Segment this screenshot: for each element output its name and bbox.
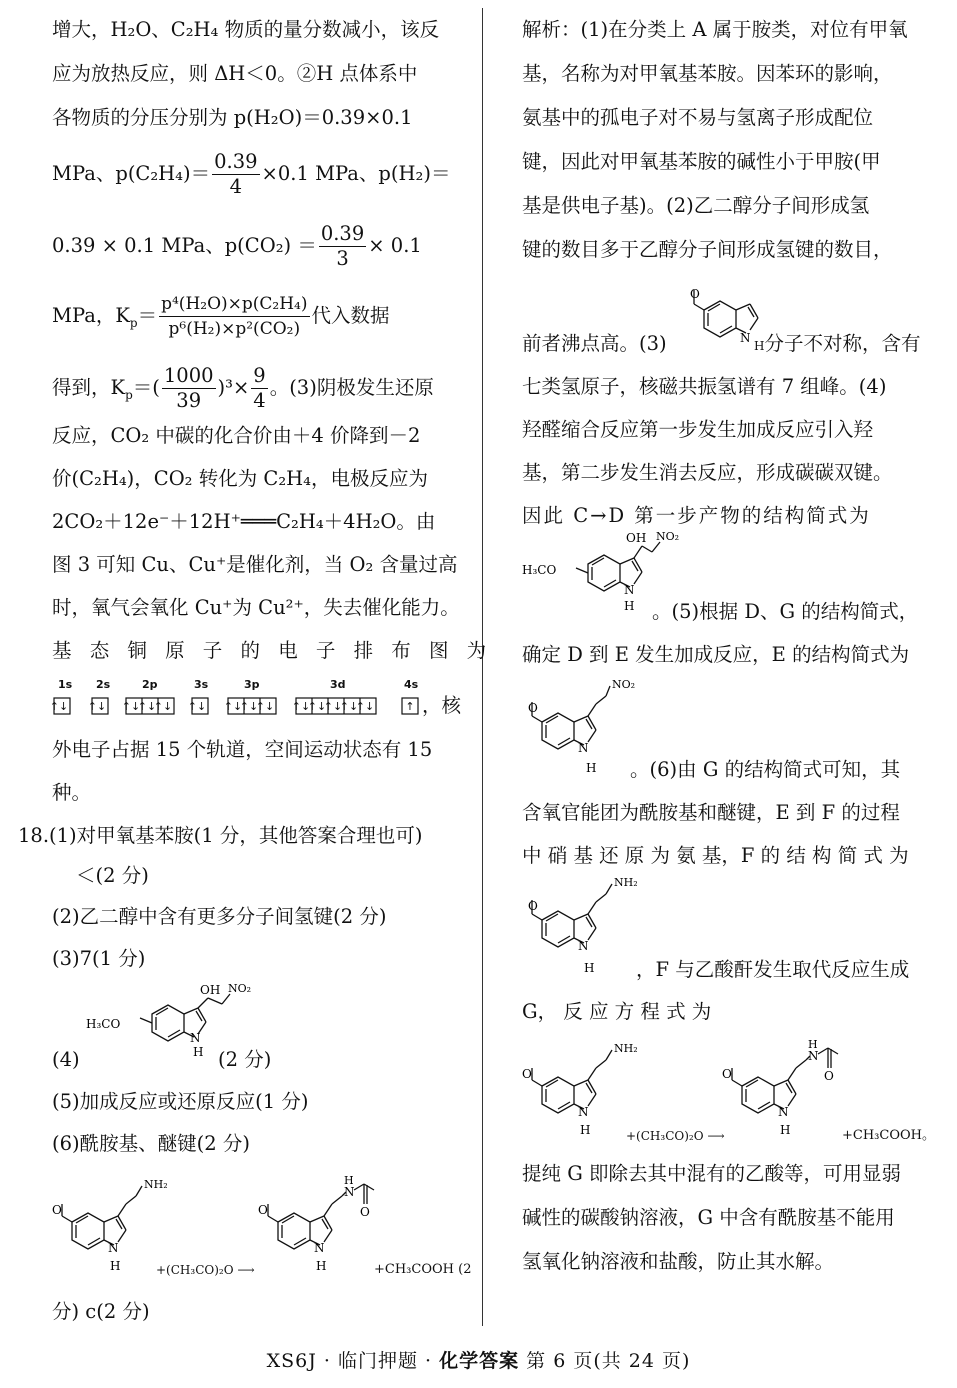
page-footer: XS6J · 临门押题 · 化学答案 第 6 页(共 24 页) — [266, 1350, 691, 1372]
svg-text:↑↓: ↑↓ — [355, 700, 375, 713]
orbital-label: 3p — [244, 678, 260, 691]
text-line: 种。 — [52, 781, 92, 804]
orbital-label: 2p — [142, 678, 158, 691]
text-line: 提纯 G 即除去其中混有的乙酸等，可用显弱 — [522, 1162, 901, 1185]
orbital-label: 3d — [330, 678, 346, 691]
no2-label: NO₂ — [228, 982, 252, 995]
text-line: 外电子占据 15 个轨道，空间运动状态有 15 — [52, 738, 433, 761]
svg-text:H: H — [316, 1259, 327, 1273]
text-line: ，核 — [422, 694, 462, 717]
text-line: H分子不对称，含有 — [754, 332, 921, 355]
text-line: 。(6)由 G 的结构简式可知，其 — [630, 758, 901, 781]
svg-text:O: O — [722, 1067, 732, 1081]
product-label: +CH₃COOH。 — [842, 1128, 935, 1143]
svg-text:NH₂: NH₂ — [144, 1178, 168, 1191]
svg-text:N: N — [578, 741, 589, 755]
answer-4-score: (2 分) — [218, 1048, 272, 1071]
svg-text:H: H — [586, 761, 597, 775]
fraction: $\frac{9}{4}$ — [253, 364, 266, 412]
svg-text:↑↓: ↑↓ — [49, 700, 69, 713]
formula-line: MPa，$K_p=$ $\frac{\text{p⁴(H₂O)×p(C₂H₄)}}{\text{p⁶(H₂)×p²(CO₂)}}$ 代入数据 — [52, 294, 390, 339]
text-line: 基，名称为对甲氧基苯胺。因苯环的影响， — [522, 62, 893, 85]
answer-2: (2)乙二醇中含有更多分子间氢键(2 分) — [52, 905, 387, 928]
svg-text:NO₂: NO₂ — [656, 530, 680, 543]
svg-text:↑↓: ↑↓ — [339, 700, 359, 713]
answer-4-label: (4) — [52, 1048, 80, 1071]
svg-text:O: O — [52, 1203, 62, 1217]
svg-text:↑↓: ↑↓ — [153, 700, 173, 713]
svg-text:N: N — [624, 583, 635, 597]
svg-text:↑↓: ↑↓ — [121, 700, 141, 713]
svg-text:↑↓: ↑↓ — [255, 700, 275, 713]
orbital-label: 4s — [404, 678, 419, 691]
svg-text:↑↓: ↑↓ — [239, 700, 259, 713]
reagent: +(CH₃CO)₂O ⟶ — [156, 1263, 255, 1277]
svg-text:O: O — [528, 701, 538, 715]
text-line: 键，因此对甲氧基苯胺的碱性小于甲胺(甲 — [522, 150, 881, 173]
svg-text:O: O — [528, 899, 538, 913]
orbital-diagram — [49, 678, 462, 724]
svg-text:O: O — [690, 287, 700, 301]
svg-text:↑↓: ↑↓ — [137, 700, 157, 713]
formula-line: 0.39 × 0.1 MPa、p(CO₂) ＝ $\frac{0.39}{3}$ × 0.1 — [52, 222, 422, 270]
h-label: H — [193, 1045, 204, 1059]
text-line: 反应，CO₂ 中碳的化合价由＋4 价降到－2 — [52, 424, 421, 447]
svg-text:NO₂: NO₂ — [612, 678, 636, 691]
svg-text:H: H — [584, 961, 595, 975]
molecule-f-right — [522, 872, 652, 976]
svg-text:N: N — [314, 1241, 325, 1255]
footer-name: 临门押题 — [337, 1350, 418, 1372]
text-line: 中 硝 基 还 原 为 氨 基，F 的 结 构 简 式 为 — [522, 844, 909, 867]
svg-text:↑↓: ↑↓ — [187, 700, 207, 713]
text-line: 因此 C→D 第一步产物的结构简式为 — [522, 504, 871, 527]
svg-text:O: O — [824, 1069, 834, 1083]
svg-text:H: H — [344, 1174, 354, 1187]
text-line: 七类氢原子，核磁共振氢谱有 7 组峰。(4) — [522, 375, 887, 398]
footer-code: XS6J — [266, 1350, 317, 1372]
text-line: ，F 与乙酸酐发生取代反应生成 — [636, 958, 910, 981]
text-line: 氨基中的孤电子对不易与氢离子形成配位 — [522, 106, 874, 129]
orbital-label: 2s — [96, 678, 111, 691]
svg-text:↑↓: ↑↓ — [291, 700, 311, 713]
text-line: 增大，H₂O、C₂H₄ 物质的量分数减小，该反 — [52, 18, 440, 41]
svg-text:O: O — [360, 1205, 370, 1219]
n-label: N — [190, 1031, 201, 1045]
svg-text:N: N — [344, 1185, 355, 1199]
svg-text:↑↓: ↑↓ — [223, 700, 243, 713]
svg-text:O: O — [258, 1203, 268, 1217]
fraction: $\frac{0.39}{4}$ — [214, 150, 258, 198]
svg-text:H: H — [780, 1123, 791, 1137]
svg-text:N: N — [578, 1105, 589, 1119]
svg-text:O: O — [522, 1067, 532, 1081]
text-line: 时，氧气会氧化 Cu⁺为 Cu²⁺，失去催化能力。 — [52, 596, 460, 619]
text-line: 基是供电子基)。(2)乙二醇分子间形成氢 — [522, 194, 870, 217]
answer-6: (6)酰胺基、醚键(2 分) — [52, 1132, 250, 1155]
svg-text:NH₂: NH₂ — [614, 876, 638, 889]
answer-1b: ＜(2 分) — [76, 864, 149, 887]
text-line: G， 反 应 方 程 式 为 — [522, 1000, 712, 1023]
formula-line: 得到，$K_p=$( $\frac{1000}{39}$ )³× $\frac{9}{4}$ 。(3)阴极发生还原 — [52, 364, 434, 412]
svg-text:N: N — [108, 1241, 119, 1255]
text-line: 含氧官能团为酰胺基和醚键，E 到 F 的过程 — [522, 801, 900, 824]
svg-text:H: H — [808, 1038, 818, 1051]
svg-text:N: N — [808, 1049, 819, 1063]
text-line: 解析：(1)在分类上 A 属于胺类，对位有甲氧 — [522, 18, 908, 41]
footer-subject: 化学答案 — [439, 1350, 520, 1372]
text-line: 应为放热反应，则 ΔH＜0。②H 点体系中 — [52, 62, 418, 85]
formula-line: MPa、p(C₂H₄)＝ $\frac{0.39}{4}$ ×0.1 MPa、p(H₂)＝ — [52, 150, 451, 198]
text-line: 碱性的碳酸钠溶液，G 中含有酰胺基不能用 — [522, 1206, 895, 1229]
text-line: 2CO₂＋12e⁻＋12H⁺═══C₂H₄＋4H₂O。由 — [52, 510, 436, 533]
question-18: 18.(1)对甲氧基苯胺(1 分，其他答案合理也可) — [18, 824, 423, 847]
svg-text:H: H — [624, 599, 635, 613]
fraction: $\frac{1000}{39}$ — [163, 364, 214, 412]
svg-text:OH: OH — [626, 531, 647, 545]
text-line: 确定 D 到 E 发生加成反应，E 的结构简式为 — [522, 643, 910, 666]
svg-text:N: N — [740, 331, 751, 345]
svg-text:H: H — [580, 1123, 591, 1137]
fraction: $\frac{\text{p⁴(H₂O)×p(C₂H₄)}}{\text{p⁶(H₂)×p²(CO₂)}}$ — [161, 294, 308, 339]
text-line: 氢氧化钠溶液和盐酸，防止其水解。 — [522, 1250, 835, 1273]
oh-label: OH — [200, 983, 221, 997]
text-line: 。(5)根据 D、G 的结构简式， — [652, 600, 919, 623]
molecule-g — [258, 1176, 388, 1276]
svg-text:NH₂: NH₂ — [614, 1042, 638, 1055]
text-line: 羟醛缩合反应第一步发生加成反应引入羟 — [522, 418, 874, 441]
answer-6-end: 分) c(2 分) — [52, 1300, 150, 1323]
text-line: 前者沸点高。(3) — [522, 332, 667, 355]
fraction: $\frac{0.39}{3}$ — [320, 222, 365, 270]
product-label: +CH₃COOH (2 — [374, 1262, 472, 1277]
svg-text:N: N — [578, 939, 589, 953]
text-line: 基 态 铜 原 子 的 电 子 排 布 图 为 — [52, 639, 493, 662]
text-line: 价(C₂H₄)，CO₂ 转化为 C₂H₄，电极反应为 — [52, 467, 428, 490]
answer-5: (5)加成反应或还原反应(1 分) — [52, 1090, 309, 1113]
answer-3: (3)7(1 分) — [52, 947, 146, 970]
svg-text:↑↓: ↑↓ — [323, 700, 343, 713]
svg-text:N: N — [778, 1105, 789, 1119]
footer-page: 第 6 页(共 24 页) — [526, 1350, 691, 1372]
molecule-g-right — [722, 1040, 852, 1140]
svg-text:H₃CO: H₃CO — [522, 563, 557, 577]
svg-text:↑↓: ↑↓ — [87, 700, 107, 713]
svg-text:↑: ↑ — [405, 700, 415, 713]
text-line: 各物质的分压分别为 p(H₂O)＝0.39×0.1 — [52, 106, 413, 129]
reagent: +(CH₃CO)₂O ⟶ — [626, 1129, 725, 1143]
h3co-label: H₃CO — [86, 1017, 121, 1031]
orbital-label: 1s — [58, 678, 73, 691]
text-line: 键的数目多于乙醇分子间形成氢键的数目， — [522, 238, 893, 261]
text-line: 基，第二步发生消去反应，形成碳碳双键。 — [522, 461, 893, 484]
svg-text:H: H — [110, 1259, 121, 1273]
svg-text:↑↓: ↑↓ — [307, 700, 327, 713]
orbital-label: 3s — [194, 678, 209, 691]
text-line: 图 3 可知 Cu、Cu⁺是催化剂，当 O₂ 含量过高 — [52, 553, 458, 576]
column-divider — [482, 8, 483, 1326]
